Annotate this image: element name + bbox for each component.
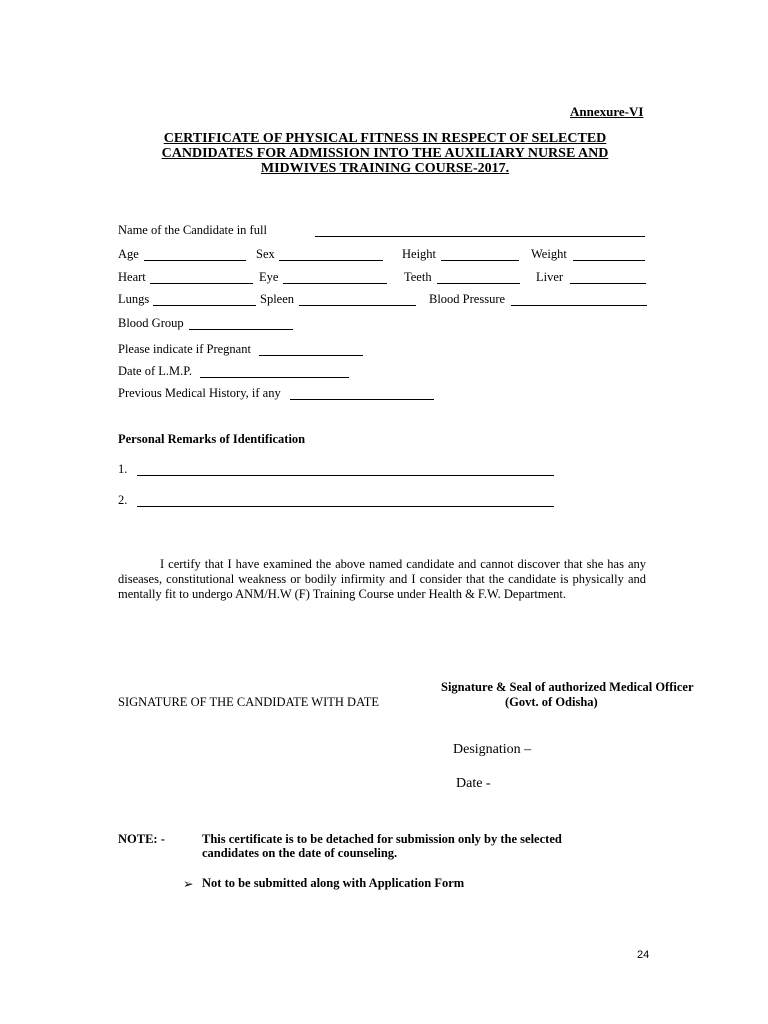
field-age-label: Age xyxy=(118,247,139,261)
note-text-line-2: candidates on the date of counseling. xyxy=(202,846,398,860)
field-history-label: Previous Medical History, if any xyxy=(118,386,281,400)
field-teeth-label: Teeth xyxy=(404,270,432,284)
field-history-blank[interactable] xyxy=(290,387,434,400)
remarks-item-2-number: 2. xyxy=(118,493,128,507)
remarks-item-1-number: 1. xyxy=(118,462,128,476)
field-sex-blank[interactable] xyxy=(279,248,383,261)
bullet-arrow-icon: ➢ xyxy=(183,877,194,891)
field-teeth-blank[interactable] xyxy=(437,271,520,284)
field-blood-group-label: Blood Group xyxy=(118,316,184,330)
field-height-label: Height xyxy=(402,247,437,261)
field-heart-blank[interactable] xyxy=(150,271,253,284)
field-blood-group-blank[interactable] xyxy=(189,317,293,330)
date-label: Date - xyxy=(456,776,491,791)
field-lungs-label: Lungs xyxy=(118,292,150,306)
remarks-item-1-blank[interactable] xyxy=(137,463,554,476)
note-label: NOTE: - xyxy=(118,832,165,846)
field-sex-label: Sex xyxy=(256,247,275,261)
field-liver-label: Liver xyxy=(536,270,564,284)
field-blood-pressure-label: Blood Pressure xyxy=(429,292,506,306)
remarks-item-2-blank[interactable] xyxy=(137,494,554,507)
designation-label: Designation – xyxy=(453,742,532,757)
document-title xyxy=(80,131,690,176)
field-pregnant-label: Please indicate if Pregnant xyxy=(118,342,251,356)
field-height-blank[interactable] xyxy=(441,248,519,261)
field-eye-blank[interactable] xyxy=(283,271,387,284)
officer-govt-label: (Govt. of Odisha) xyxy=(505,695,598,709)
field-lungs-blank[interactable] xyxy=(153,293,256,306)
note-bullet-text: Not to be submitted along with Application Form xyxy=(202,876,465,890)
title-line-3: MIDWIVES TRAINING COURSE-2017. xyxy=(260,161,510,176)
field-lmp-label: Date of L.M.P. xyxy=(118,364,192,378)
field-spleen-blank[interactable] xyxy=(299,293,416,306)
field-eye-label: Eye xyxy=(259,270,279,284)
annexure-label: Annexure-VI xyxy=(570,104,644,119)
remarks-heading: Personal Remarks of Identification xyxy=(118,432,306,446)
candidate-signature-label: SIGNATURE OF THE CANDIDATE WITH DATE xyxy=(118,695,379,709)
field-liver-blank[interactable] xyxy=(570,271,646,284)
field-name-label: Name of the Candidate in full xyxy=(118,223,267,237)
note-text-line-1: This certificate is to be detached for submission only by the selected xyxy=(202,832,562,846)
page-number: 24 xyxy=(637,949,650,961)
field-spleen-label: Spleen xyxy=(260,292,295,306)
field-blood-pressure-blank[interactable] xyxy=(511,293,647,306)
field-age-blank[interactable] xyxy=(144,248,246,261)
officer-signature-label: Signature & Seal of authorized Medical Officer xyxy=(441,680,694,694)
certification-paragraph: I certify that I have examined the above named candidate and cannot discover that she has any diseases, constitutional weakness or bodily infirmity and I consider that the candidate is physically and mentally fit to undergo ANM/H.W (F) Training Course under Health & F.W. Department. xyxy=(118,557,646,601)
field-weight-label: Weight xyxy=(531,247,567,261)
field-heart-label: Heart xyxy=(118,270,146,284)
title-line-1: CERTIFICATE OF PHYSICAL FITNESS IN RESPECT OF SELECTED xyxy=(163,131,607,146)
field-lmp-blank[interactable] xyxy=(200,365,349,378)
field-name-blank[interactable] xyxy=(315,224,645,237)
field-pregnant-blank[interactable] xyxy=(259,343,363,356)
title-line-2: CANDIDATES FOR ADMISSION INTO THE AUXILIARY NURSE AND xyxy=(161,146,609,161)
field-weight-blank[interactable] xyxy=(573,248,645,261)
